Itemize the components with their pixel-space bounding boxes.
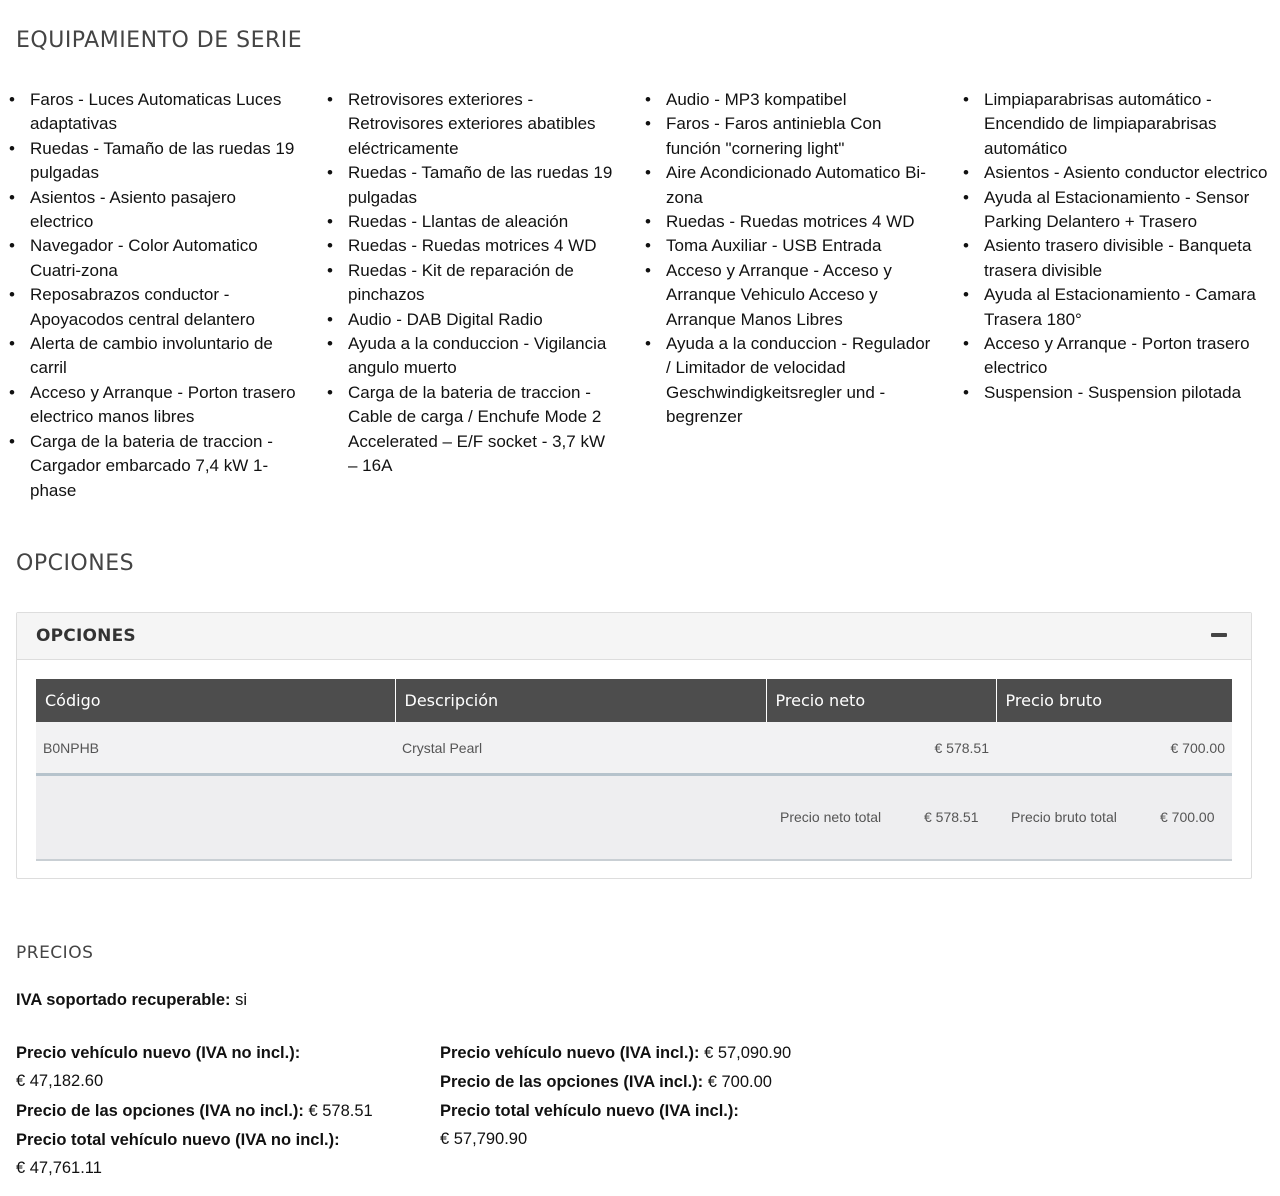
price-value: € 47,761.11 [16,1159,102,1177]
list-item: • Acceso y Arranque - Porton trasero electrico [984,332,1274,381]
price-value: € 57,790.90 [440,1130,528,1148]
price-label: Precio total vehículo nuevo (IVA incl.): [440,1102,739,1120]
price-value: € 578.51 [308,1102,373,1120]
list-item: • Toma Auxiliar - USB Entrada [666,234,936,258]
price-value: € 47,182.60 [16,1072,104,1090]
list-item: • Faros - Faros antiniebla Con función "cornering light" [666,112,936,161]
list-item: • Ruedas - Kit de reparación de pinchazos [348,259,618,308]
price-opciones-con-iva [440,1068,860,1096]
list-item: • Ruedas - Tamaño de las ruedas 19 pulgadas [348,161,618,210]
price-total-sin-iva [16,1126,416,1182]
equipment-column-1 [6,88,300,503]
column-header-precio-bruto[interactable]: Precio bruto [996,679,1232,722]
options-totals-row [36,776,1232,861]
equipment-column-3 [642,88,936,430]
cell-descripcion: Crystal Pearl [395,722,766,775]
price-value: € 700.00 [707,1073,772,1091]
list-item: • Alerta de cambio involuntario de carril [30,332,300,381]
iva-recuperable [16,986,247,1014]
options-table-header-row [36,679,1232,722]
options-table [36,679,1232,776]
list-item: • Audio - DAB Digital Radio [348,308,618,332]
list-item: • Ayuda al Estacionamiento - Sensor Parking Delantero + Trasero [984,186,1274,235]
list-item: • Reposabrazos conductor - Apoyacodos central delantero [30,283,300,332]
price-vehiculo-con-iva [440,1039,860,1067]
equipment-column-4 [960,88,1274,405]
iva-label: IVA soportado recuperable: [16,991,231,1009]
cell-precio-neto: € 578.51 [766,722,996,775]
list-item: • Carga de la bateria de traccion - Cargador embarcado 7,4 kW 1-phase [30,430,300,503]
price-opciones-sin-iva [16,1097,416,1125]
price-value: € 57,090.90 [704,1044,792,1062]
list-item: • Ruedas - Ruedas motrices 4 WD [348,234,618,258]
list-item: • Ruedas - Tamaño de las ruedas 19 pulgadas [30,137,300,186]
list-item: • Ayuda a la conduccion - Regulador / Limitador de velocidad Geschwindigkeitsregler und -begrenzer [666,332,936,430]
price-label: Precio total vehículo nuevo (IVA no incl.): [16,1131,340,1149]
list-item: • Faros - Luces Automaticas Luces adaptativas [30,88,300,137]
column-header-codigo[interactable]: Código [36,679,395,722]
total-neto-value: € 578.51 [924,809,979,825]
opciones-title: OPCIONES [16,551,135,576]
list-item: • Asientos - Asiento pasajero electrico [30,186,300,235]
list-item: • Audio - MP3 kompatibel [666,88,936,112]
list-item: • Limpiaparabrisas automático - Encendido de limpiaparabrisas automático [984,88,1274,161]
equipment-column-2 [324,88,618,479]
iva-value: si [235,991,248,1009]
price-vehiculo-sin-iva [16,1039,416,1095]
total-bruto-label: Precio bruto total [1011,809,1117,825]
list-item: • Ruedas - Ruedas motrices 4 WD [666,210,936,234]
list-item: • Navegador - Color Automatico Cuatri-zona [30,234,300,283]
price-label: Precio de las opciones (IVA incl.): [440,1073,704,1091]
list-item: • Ayuda al Estacionamiento - Camara Trasera 180° [984,283,1274,332]
precios-title: PRECIOS [16,943,94,963]
options-panel-header[interactable] [17,613,1251,660]
list-item: • Aire Acondicionado Automatico Bi-zona [666,161,936,210]
price-label: Precio vehículo nuevo (IVA incl.): [440,1044,700,1062]
price-label: Precio de las opciones (IVA no incl.): [16,1102,304,1120]
total-neto-label: Precio neto total [780,809,882,825]
column-header-descripcion[interactable]: Descripción [395,679,766,722]
cell-codigo: B0NPHB [36,722,395,775]
options-panel [16,612,1252,879]
list-item: • Asiento trasero divisible - Banqueta trasera divisible [984,234,1274,283]
equipamiento-title: EQUIPAMIENTO DE SERIE [16,28,303,53]
list-item: • Ayuda a la conduccion - Vigilancia angulo muerto [348,332,618,381]
table-row [36,722,1232,775]
list-item: • Ruedas - Llantas de aleación [348,210,618,234]
list-item: • Acceso y Arranque - Acceso y Arranque Vehiculo Acceso y Arranque Manos Libres [666,259,936,332]
list-item: • Acceso y Arranque - Porton trasero electrico manos libres [30,381,300,430]
options-panel-title: OPCIONES [36,626,136,646]
cell-precio-bruto: € 700.00 [996,722,1232,775]
list-item: • Suspension - Suspension pilotada [984,381,1274,405]
price-label: Precio vehículo nuevo (IVA no incl.): [16,1044,301,1062]
total-bruto-value: € 700.00 [1160,809,1215,825]
collapse-minus-icon[interactable] [1211,633,1227,637]
price-total-con-iva [440,1097,860,1153]
column-header-precio-neto[interactable]: Precio neto [766,679,996,722]
list-item: • Retrovisores exteriores - Retrovisores exteriores abatibles eléctricamente [348,88,618,161]
list-item: • Carga de la bateria de traccion - Cable de carga / Enchufe Mode 2 Accelerated – E/F socket - 3,7 kW – 16A [348,381,618,479]
list-item: • Asientos - Asiento conductor electrico [984,161,1274,185]
